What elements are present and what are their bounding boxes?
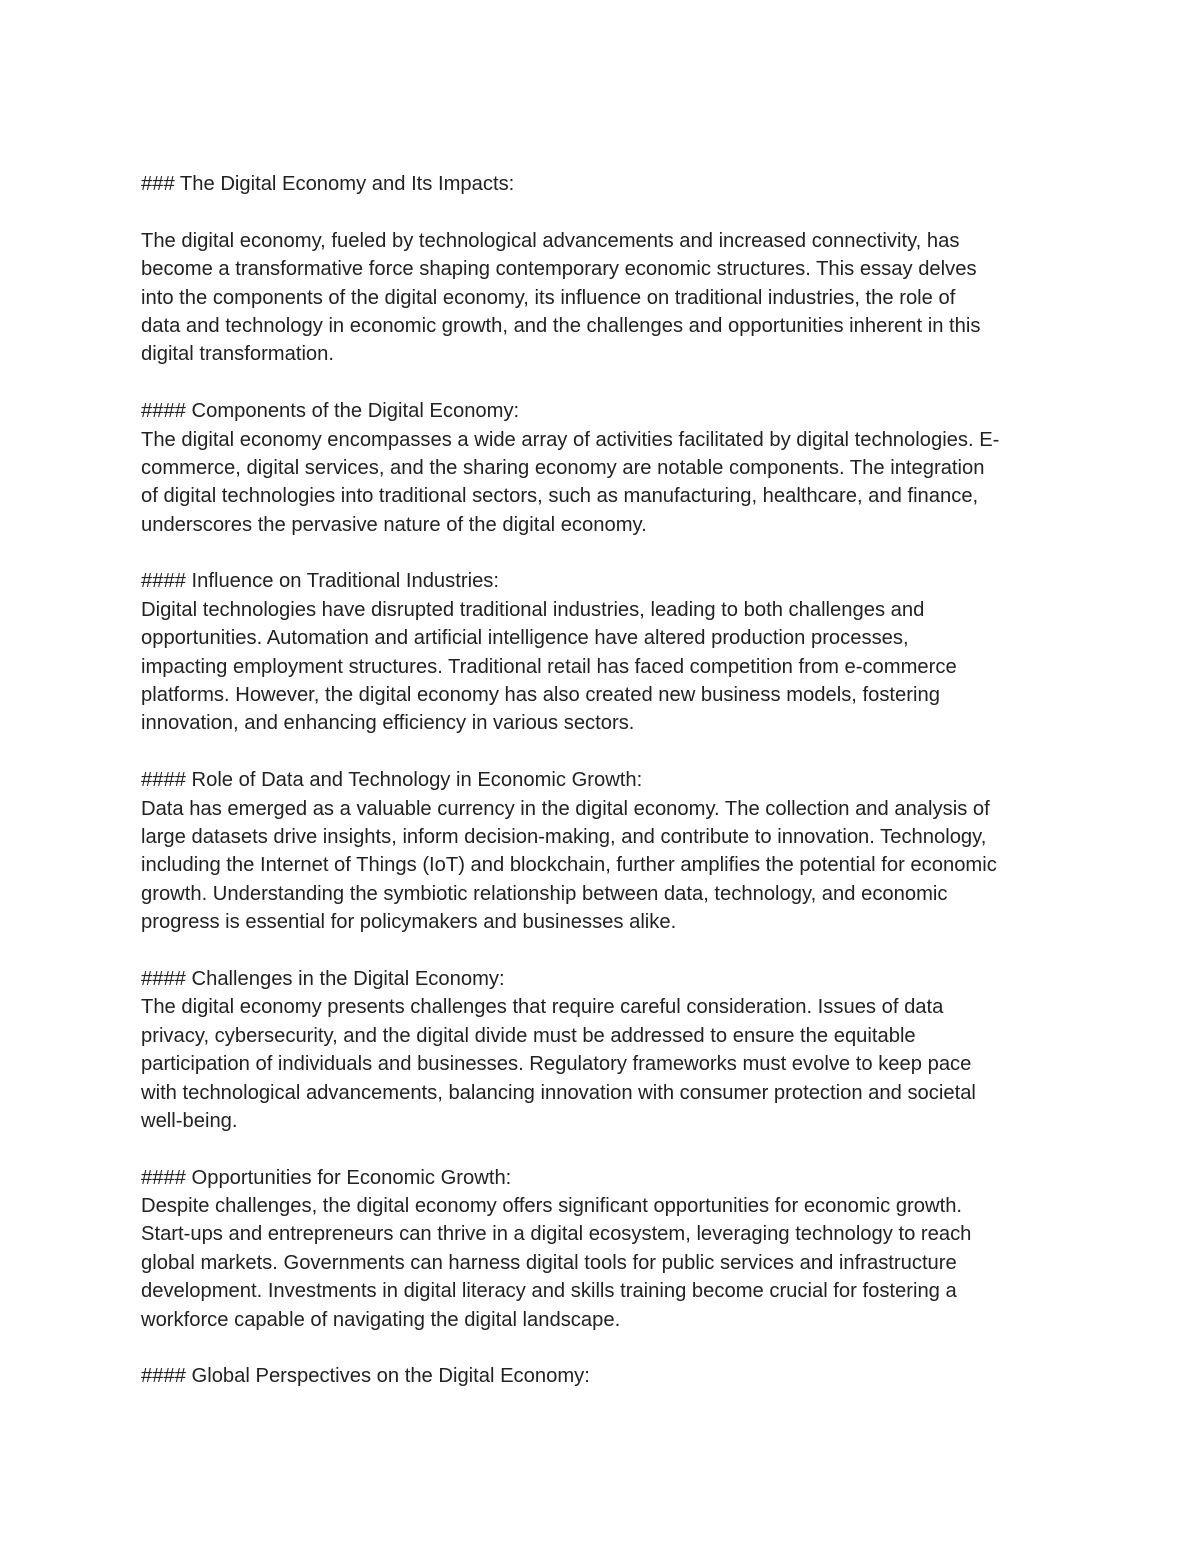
document-page — [141, 170, 1066, 1391]
paragraph-gap — [141, 1334, 1066, 1362]
intro-paragraph — [141, 227, 1066, 369]
text-line: innovation, and enhancing efficiency in various sectors. — [141, 712, 635, 735]
text-line: data and technology in economic growth, and the challenges and opportunities inherent in this — [141, 314, 981, 337]
text-line: The digital economy, fueled by technological advancements and increased connectivity, has — [141, 229, 960, 252]
paragraph-gap — [141, 1135, 1066, 1163]
section-heading: #### Role of Data and Technology in Economic Growth: — [141, 769, 643, 792]
text-line: Start-ups and entrepreneurs can thrive in a digital ecosystem, leveraging technology to reach — [141, 1223, 972, 1246]
section-heading: #### Opportunities for Economic Growth: — [141, 1166, 512, 1189]
text-line: become a transformative force shaping contemporary economic structures. This essay delves — [141, 258, 977, 281]
text-line: Digital technologies have disrupted traditional industries, leading to both challenges and — [141, 598, 925, 621]
text-line: Despite challenges, the digital economy offers significant opportunities for economic growth. — [141, 1195, 963, 1218]
text-line: Data has emerged as a valuable currency in the digital economy. The collection and analysis of — [141, 797, 990, 820]
section-data-technology — [141, 766, 1066, 936]
section-challenges — [141, 965, 1066, 1135]
section-opportunities — [141, 1164, 1066, 1334]
text-line: privacy, cybersecurity, and the digital divide must be addressed to ensure the equitable — [141, 1024, 916, 1047]
section-heading: #### Challenges in the Digital Economy: — [141, 967, 505, 990]
section-global-perspectives — [141, 1362, 1066, 1390]
text-line: growth. Understanding the symbiotic relationship between data, technology, and economic — [141, 882, 948, 905]
text-line: into the components of the digital economy, its influence on traditional industries, the role of — [141, 286, 956, 309]
text-line: The digital economy encompasses a wide array of activities facilitated by digital technologies. E- — [141, 428, 1000, 451]
document-title: ### The Digital Economy and Its Impacts: — [141, 173, 515, 195]
paragraph-gap — [141, 369, 1066, 397]
text-line: participation of individuals and businesses. Regulatory frameworks must evolve to keep pace — [141, 1053, 972, 1076]
paragraph-gap — [141, 937, 1066, 965]
text-line: digital transformation. — [141, 343, 334, 366]
text-line: of digital technologies into traditional sectors, such as manufacturing, healthcare, and finance, — [141, 485, 979, 508]
text-line: workforce capable of navigating the digital landscape. — [141, 1308, 621, 1331]
text-line: progress is essential for policymakers and businesses alike. — [141, 911, 677, 934]
text-line: platforms. However, the digital economy has also created new business models, fostering — [141, 684, 940, 707]
text-line: opportunities. Automation and artificial intelligence have altered production processes, — [141, 627, 909, 650]
text-line: underscores the pervasive nature of the digital economy. — [141, 513, 647, 536]
section-heading: #### Influence on Traditional Industries: — [141, 570, 500, 593]
text-line: development. Investments in digital literacy and skills training become crucial for fostering a — [141, 1280, 957, 1303]
text-line: with technological advancements, balancing innovation with consumer protection and societal — [141, 1081, 976, 1104]
text-line: commerce, digital services, and the sharing economy are notable components. The integration — [141, 456, 985, 479]
text-line: global markets. Governments can harness digital tools for public services and infrastructure — [141, 1251, 957, 1274]
text-line: The digital economy presents challenges that require careful consideration. Issues of data — [141, 996, 944, 1019]
section-traditional-industries — [141, 567, 1066, 737]
paragraph-gap — [141, 539, 1066, 567]
text-line: impacting employment structures. Traditional retail has faced competition from e-commerce — [141, 655, 957, 678]
section-heading: #### Components of the Digital Economy: — [141, 400, 520, 423]
section-components — [141, 397, 1066, 539]
paragraph-gap — [141, 198, 1066, 226]
paragraph-gap — [141, 738, 1066, 766]
section-heading: #### Global Perspectives on the Digital Economy: — [141, 1365, 590, 1388]
text-line: large datasets drive insights, inform decision-making, and contribute to innovation. Technology, — [141, 825, 987, 848]
text-line: well-being. — [141, 1109, 238, 1132]
text-line: including the Internet of Things (IoT) and blockchain, further amplifies the potential for economic — [141, 854, 997, 877]
